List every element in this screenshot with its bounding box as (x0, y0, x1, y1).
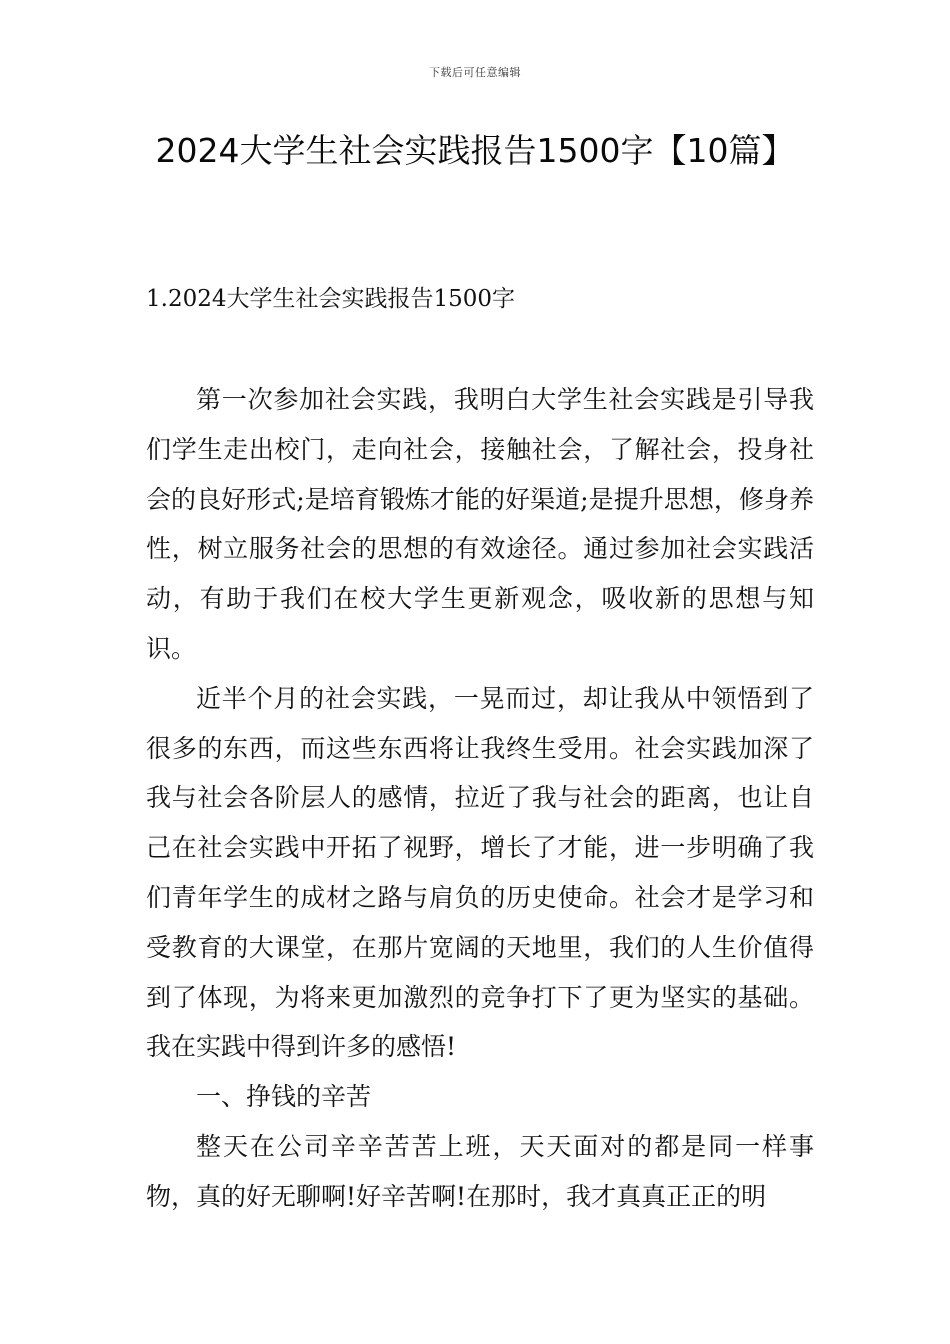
paragraph-3: 整天在公司辛辛苦苦上班，天天面对的都是同一样事物，真的好无聊啊!好辛苦啊!在那时，我才真真正正的明 (146, 1131, 814, 1211)
paragraph-2: 近半个月的社会实践，一晃而过，却让我从中领悟到了很多的东西，而这些东西将让我终生受用。社会实践加深了我与社会各阶层人的感情，拉近了我与社会的距离，也让自己在社会实践中开拓了视野，增长了才能，进一步明确了我们青年学生的成材之路与肩负的历史使命。社会才是学习和受教育的大课堂，在那片宽阔的天地里，我们的人生价值得到了体现，为将来更加激烈的竞争打下了更为坚实的基础。我在实践中得到许多的感悟! (146, 683, 814, 1062)
header-note: 下载后可任意编辑 (429, 66, 521, 79)
subheading-1: 一、挣钱的辛苦 (196, 1082, 372, 1112)
paragraph-1: 第一次参加社会实践，我明白大学生社会实践是引导我们学生走出校门，走向社会，接触社会，了解社会，投身社会的良好形式;是培育锻炼才能的好渠道;是提升思想，修身养性，树立服务社会的思想的有效途径。通过参加社会实践活动，有助于我们在校大学生更新观念，吸收新的思想与知识。 (146, 385, 814, 663)
section-heading: 1.2024大学生社会实践报告1500字 (146, 286, 516, 312)
document-title: 2024大学生社会实践报告1500字【10篇】 (155, 131, 795, 170)
document-body (146, 375, 814, 1222)
